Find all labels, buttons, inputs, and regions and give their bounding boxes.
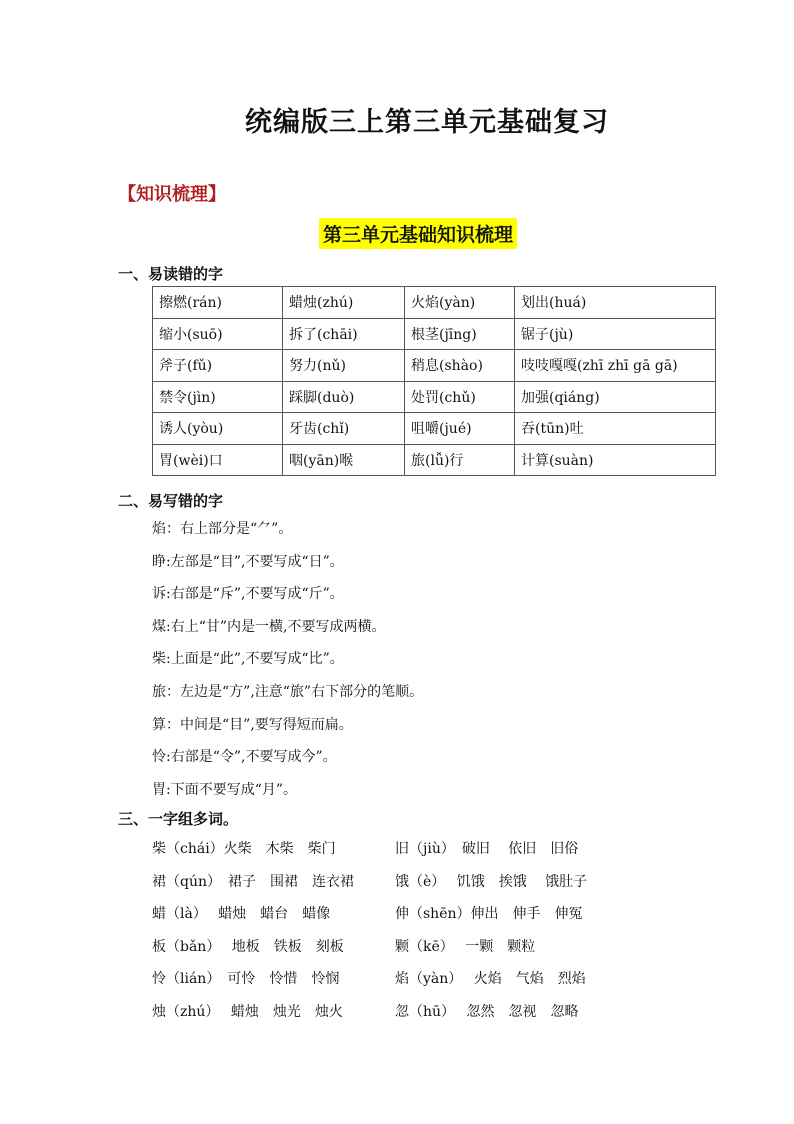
word-group-left: 怜（lián） 可怜 怜惜 怜悯 [152, 971, 340, 987]
misread-characters-table [152, 286, 716, 476]
table-cell: 缩小(suō) [153, 318, 283, 350]
word-group-right: 旧（jiù） 破旧 依旧 旧俗 [395, 841, 579, 857]
list-item: 胃:下面不要写成“月”。 [152, 781, 298, 798]
word-group-left: 柴（chái）火柴 木柴 柴门 [152, 841, 336, 857]
page-title: 统编版三上第三单元基础复习 [245, 107, 609, 138]
table-cell: 稍息(shào) [405, 350, 515, 382]
word-group-right: 颗（kē） 一颗 颗粒 [395, 938, 536, 955]
part3-heading: 三、一字组多词。 [118, 810, 239, 828]
table-cell: 火焰(yàn) [405, 287, 515, 319]
table-row [153, 350, 716, 382]
subtitle-container [0, 218, 794, 249]
list-item: 煤:右上“甘”内是一横,不要写成两横。 [152, 618, 386, 635]
list-item: 算：中间是“目”,要写得短而扁。 [152, 716, 353, 733]
word-group-left: 蜡（là） 蜡烛 蜡台 蜡像 [152, 906, 331, 922]
table-row [153, 444, 716, 476]
table-row [153, 318, 716, 350]
word-group-left: 裙（qún） 裙子 围裙 连衣裙 [152, 873, 354, 890]
table-cell: 锯子(jù) [515, 318, 716, 350]
table-cell: 蜡烛(zhú) [283, 287, 405, 319]
table-cell: 根茎(jīng) [405, 318, 515, 350]
table-cell: 斧子(fǔ) [153, 350, 283, 382]
subtitle-highlight: 第三单元基础知识梳理 [319, 218, 517, 249]
word-group-left: 板（bǎn） 地板 铁板 刻板 [152, 938, 344, 955]
table-row [153, 381, 716, 413]
list-item: 睁:左部是“目”,不要写成“日”。 [152, 553, 344, 570]
list-item: 焰：右上部分是“⺈”。 [152, 521, 293, 537]
table-cell: 加强(qiáng) [515, 381, 716, 413]
list-item: 诉:右部是“斥”,不要写成“斤”。 [152, 586, 344, 603]
table-cell: 咀嚼(jué) [405, 413, 515, 445]
part2-heading: 二、易写错的字 [118, 492, 224, 510]
word-group-right: 忽（hū） 忽然 忽视 忽略 [395, 1003, 579, 1020]
table-cell: 禁令(jìn) [153, 381, 283, 413]
table-cell: 计算(suàn) [515, 444, 716, 476]
table-cell: 胃(wèi)口 [153, 444, 283, 476]
part1-heading: 一、易读错的字 [118, 265, 224, 283]
table-cell: 诱人(yòu) [153, 413, 283, 445]
list-item: 怜:右部是“令”,不要写成今”。 [152, 749, 337, 766]
table-cell: 擦燃(rán) [153, 287, 283, 319]
table-cell: 咽(yān)喉 [283, 444, 405, 476]
table-row [153, 287, 716, 319]
table-cell: 旅(lǚ)行 [405, 444, 515, 476]
table-cell: 踩脚(duò) [283, 381, 405, 413]
list-item: 旅：左边是“方”,注意“旅”右下部分的笔顺。 [152, 683, 424, 700]
word-group-left: 烛（zhú） 蜡烛 烛光 烛火 [152, 1003, 343, 1020]
table-row [153, 413, 716, 445]
table-cell: 吞(tūn)吐 [515, 413, 716, 445]
table-cell: 吱吱嘎嘎(zhī zhī gā gā) [515, 350, 716, 382]
table-cell: 拆了(chāi) [283, 318, 405, 350]
list-item: 柴:上面是“此”,不要写成“比”。 [152, 651, 344, 668]
miswritten-characters-list [152, 519, 423, 812]
table-cell: 努力(nǔ) [283, 350, 405, 382]
word-group-right: 饿（è） 饥饿 挨饿 饿肚子 [395, 873, 588, 890]
table-cell: 处罚(chǔ) [405, 381, 515, 413]
section-tag: 【知识梳理】 [118, 184, 226, 205]
table-cell: 牙齿(chǐ) [283, 413, 405, 445]
table-cell: 划出(huá) [515, 287, 716, 319]
word-group-right: 伸（shēn）伸出 伸手 伸冤 [395, 906, 583, 922]
word-group-right: 焰（yàn） 火焰 气焰 烈焰 [395, 971, 586, 987]
